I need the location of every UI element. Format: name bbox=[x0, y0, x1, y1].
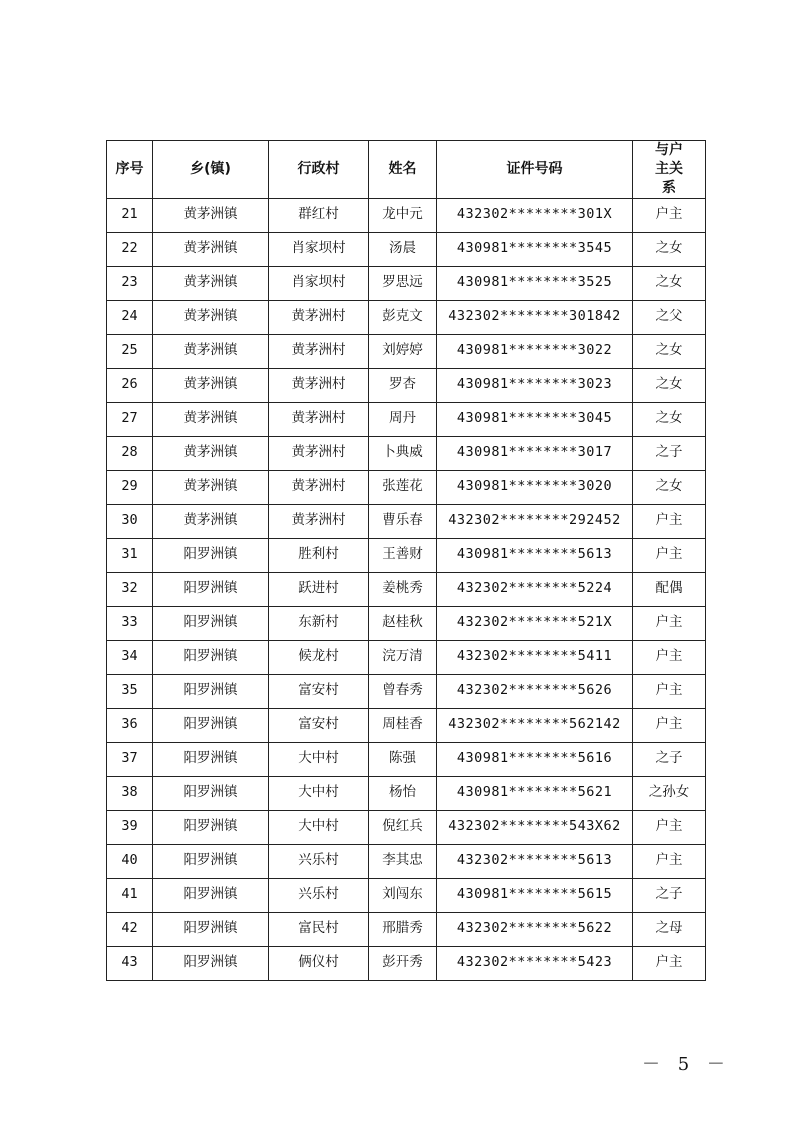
table-row bbox=[107, 538, 706, 572]
row-town-cell: 阳罗洲镇 bbox=[153, 572, 269, 606]
row-seq-cell: 22 bbox=[107, 232, 153, 266]
row-name-cell: 罗杏 bbox=[369, 368, 437, 402]
row-relation-cell: 之女 bbox=[633, 266, 706, 300]
row-town-cell: 阳罗洲镇 bbox=[153, 538, 269, 572]
row-id-number-cell: 430981********5616 bbox=[437, 742, 633, 776]
header-id-number: 证件号码 bbox=[437, 141, 633, 199]
row-relation-cell: 之女 bbox=[633, 232, 706, 266]
row-relation-cell: 之女 bbox=[633, 402, 706, 436]
row-id-number-cell: 432302********301842 bbox=[437, 300, 633, 334]
table-row bbox=[107, 198, 706, 232]
row-relation-cell: 户主 bbox=[633, 844, 706, 878]
row-seq-cell: 27 bbox=[107, 402, 153, 436]
row-town-cell: 黄茅洲镇 bbox=[153, 504, 269, 538]
table-row bbox=[107, 504, 706, 538]
row-name-cell: 邢腊秀 bbox=[369, 912, 437, 946]
row-village-cell: 黄茅洲村 bbox=[269, 402, 369, 436]
table-row bbox=[107, 300, 706, 334]
table-row bbox=[107, 674, 706, 708]
row-town-cell: 阳罗洲镇 bbox=[153, 946, 269, 980]
row-seq-cell: 30 bbox=[107, 504, 153, 538]
row-relation-cell: 之母 bbox=[633, 912, 706, 946]
row-relation-cell: 之父 bbox=[633, 300, 706, 334]
row-name-cell: 李其忠 bbox=[369, 844, 437, 878]
table-row bbox=[107, 776, 706, 810]
row-name-cell: 赵桂秋 bbox=[369, 606, 437, 640]
header-town: 乡(镇) bbox=[153, 141, 269, 199]
row-seq-cell: 25 bbox=[107, 334, 153, 368]
row-village-cell: 黄茅洲村 bbox=[269, 504, 369, 538]
row-town-cell: 阳罗洲镇 bbox=[153, 912, 269, 946]
row-village-cell: 俩仪村 bbox=[269, 946, 369, 980]
table-row bbox=[107, 912, 706, 946]
row-town-cell: 黄茅洲镇 bbox=[153, 436, 269, 470]
row-relation-cell: 户主 bbox=[633, 504, 706, 538]
row-village-cell: 肖家坝村 bbox=[269, 266, 369, 300]
row-name-cell: 周丹 bbox=[369, 402, 437, 436]
row-seq-cell: 26 bbox=[107, 368, 153, 402]
row-town-cell: 黄茅洲镇 bbox=[153, 232, 269, 266]
row-village-cell: 候龙村 bbox=[269, 640, 369, 674]
table-row bbox=[107, 810, 706, 844]
row-name-cell: 曹乐春 bbox=[369, 504, 437, 538]
row-name-cell: 张莲花 bbox=[369, 470, 437, 504]
row-id-number-cell: 430981********3525 bbox=[437, 266, 633, 300]
row-seq-cell: 38 bbox=[107, 776, 153, 810]
table-row bbox=[107, 572, 706, 606]
row-name-cell: 刘闯东 bbox=[369, 878, 437, 912]
table-row bbox=[107, 606, 706, 640]
row-relation-cell: 配偶 bbox=[633, 572, 706, 606]
row-name-cell: 刘婷婷 bbox=[369, 334, 437, 368]
row-seq-cell: 29 bbox=[107, 470, 153, 504]
row-seq-cell: 36 bbox=[107, 708, 153, 742]
table-row bbox=[107, 402, 706, 436]
row-seq-cell: 21 bbox=[107, 198, 153, 232]
row-id-number-cell: 430981********5613 bbox=[437, 538, 633, 572]
roster-table bbox=[106, 140, 706, 981]
row-town-cell: 黄茅洲镇 bbox=[153, 470, 269, 504]
row-seq-cell: 40 bbox=[107, 844, 153, 878]
row-village-cell: 黄茅洲村 bbox=[269, 368, 369, 402]
row-name-cell: 姜桃秀 bbox=[369, 572, 437, 606]
row-name-cell: 罗思远 bbox=[369, 266, 437, 300]
row-name-cell: 汤晨 bbox=[369, 232, 437, 266]
row-town-cell: 阳罗洲镇 bbox=[153, 742, 269, 776]
row-village-cell: 黄茅洲村 bbox=[269, 470, 369, 504]
row-id-number-cell: 432302********5626 bbox=[437, 674, 633, 708]
row-id-number-cell: 432302********5411 bbox=[437, 640, 633, 674]
row-village-cell: 黄茅洲村 bbox=[269, 334, 369, 368]
row-id-number-cell: 430981********3023 bbox=[437, 368, 633, 402]
row-id-number-cell: 432302********521X bbox=[437, 606, 633, 640]
row-town-cell: 阳罗洲镇 bbox=[153, 674, 269, 708]
row-id-number-cell: 430981********3020 bbox=[437, 470, 633, 504]
row-village-cell: 黄茅洲村 bbox=[269, 300, 369, 334]
row-town-cell: 黄茅洲镇 bbox=[153, 368, 269, 402]
row-village-cell: 大中村 bbox=[269, 742, 369, 776]
row-id-number-cell: 432302********301X bbox=[437, 198, 633, 232]
row-seq-cell: 31 bbox=[107, 538, 153, 572]
row-name-cell: 周桂香 bbox=[369, 708, 437, 742]
row-relation-cell: 户主 bbox=[633, 946, 706, 980]
row-town-cell: 阳罗洲镇 bbox=[153, 810, 269, 844]
row-town-cell: 黄茅洲镇 bbox=[153, 266, 269, 300]
row-relation-cell: 之子 bbox=[633, 436, 706, 470]
row-town-cell: 黄茅洲镇 bbox=[153, 402, 269, 436]
row-village-cell: 富民村 bbox=[269, 912, 369, 946]
table-row bbox=[107, 232, 706, 266]
row-relation-cell: 之子 bbox=[633, 878, 706, 912]
header-relation bbox=[633, 141, 706, 199]
row-seq-cell: 24 bbox=[107, 300, 153, 334]
row-name-cell: 杨怡 bbox=[369, 776, 437, 810]
row-seq-cell: 28 bbox=[107, 436, 153, 470]
header-seq: 序号 bbox=[107, 141, 153, 199]
row-id-number-cell: 430981********3017 bbox=[437, 436, 633, 470]
row-id-number-cell: 430981********5621 bbox=[437, 776, 633, 810]
row-relation-cell: 户主 bbox=[633, 708, 706, 742]
row-town-cell: 黄茅洲镇 bbox=[153, 300, 269, 334]
row-id-number-cell: 430981********5615 bbox=[437, 878, 633, 912]
row-town-cell: 阳罗洲镇 bbox=[153, 640, 269, 674]
row-name-cell: 浣万清 bbox=[369, 640, 437, 674]
row-id-number-cell: 432302********5622 bbox=[437, 912, 633, 946]
row-name-cell: 王善财 bbox=[369, 538, 437, 572]
row-village-cell: 黄茅洲村 bbox=[269, 436, 369, 470]
row-id-number-cell: 430981********3045 bbox=[437, 402, 633, 436]
row-seq-cell: 39 bbox=[107, 810, 153, 844]
row-id-number-cell: 430981********3022 bbox=[437, 334, 633, 368]
row-village-cell: 富安村 bbox=[269, 708, 369, 742]
row-seq-cell: 43 bbox=[107, 946, 153, 980]
table-row bbox=[107, 878, 706, 912]
row-village-cell: 肖家坝村 bbox=[269, 232, 369, 266]
row-seq-cell: 32 bbox=[107, 572, 153, 606]
table-header-row bbox=[107, 141, 706, 199]
row-village-cell: 大中村 bbox=[269, 776, 369, 810]
header-name: 姓名 bbox=[369, 141, 437, 199]
row-relation-cell: 之子 bbox=[633, 742, 706, 776]
row-relation-cell: 户主 bbox=[633, 198, 706, 232]
table-row bbox=[107, 640, 706, 674]
row-village-cell: 大中村 bbox=[269, 810, 369, 844]
row-village-cell: 富安村 bbox=[269, 674, 369, 708]
row-relation-cell: 之女 bbox=[633, 368, 706, 402]
row-name-cell: 彭克文 bbox=[369, 300, 437, 334]
row-name-cell: 倪红兵 bbox=[369, 810, 437, 844]
row-seq-cell: 42 bbox=[107, 912, 153, 946]
table-row bbox=[107, 946, 706, 980]
row-relation-cell: 之女 bbox=[633, 334, 706, 368]
row-name-cell: 彭幵秀 bbox=[369, 946, 437, 980]
row-name-cell: 曾春秀 bbox=[369, 674, 437, 708]
row-town-cell: 黄茅洲镇 bbox=[153, 198, 269, 232]
row-id-number-cell: 430981********3545 bbox=[437, 232, 633, 266]
row-town-cell: 阳罗洲镇 bbox=[153, 878, 269, 912]
row-name-cell: 卜典威 bbox=[369, 436, 437, 470]
row-town-cell: 阳罗洲镇 bbox=[153, 776, 269, 810]
row-seq-cell: 35 bbox=[107, 674, 153, 708]
row-village-cell: 兴乐村 bbox=[269, 844, 369, 878]
row-relation-cell: 户主 bbox=[633, 606, 706, 640]
row-village-cell: 东新村 bbox=[269, 606, 369, 640]
row-id-number-cell: 432302********562142 bbox=[437, 708, 633, 742]
row-village-cell: 兴乐村 bbox=[269, 878, 369, 912]
row-seq-cell: 23 bbox=[107, 266, 153, 300]
row-id-number-cell: 432302********5613 bbox=[437, 844, 633, 878]
row-seq-cell: 33 bbox=[107, 606, 153, 640]
table-row bbox=[107, 742, 706, 776]
table-row bbox=[107, 708, 706, 742]
row-relation-cell: 户主 bbox=[633, 640, 706, 674]
row-town-cell: 阳罗洲镇 bbox=[153, 844, 269, 878]
table-row bbox=[107, 436, 706, 470]
row-village-cell: 胜利村 bbox=[269, 538, 369, 572]
row-id-number-cell: 432302********5224 bbox=[437, 572, 633, 606]
table-row bbox=[107, 844, 706, 878]
row-id-number-cell: 432302********543X62 bbox=[437, 810, 633, 844]
row-town-cell: 阳罗洲镇 bbox=[153, 606, 269, 640]
row-village-cell: 群红村 bbox=[269, 198, 369, 232]
row-relation-cell: 户主 bbox=[633, 810, 706, 844]
row-village-cell: 跃进村 bbox=[269, 572, 369, 606]
row-relation-cell: 户主 bbox=[633, 674, 706, 708]
table-row bbox=[107, 470, 706, 504]
row-relation-cell: 之孙女 bbox=[633, 776, 706, 810]
row-name-cell: 龙中元 bbox=[369, 198, 437, 232]
row-seq-cell: 34 bbox=[107, 640, 153, 674]
row-id-number-cell: 432302********5423 bbox=[437, 946, 633, 980]
row-relation-cell: 户主 bbox=[633, 538, 706, 572]
table-body bbox=[107, 198, 706, 980]
row-town-cell: 阳罗洲镇 bbox=[153, 708, 269, 742]
row-name-cell: 陈强 bbox=[369, 742, 437, 776]
page-number: － 5 － bbox=[642, 1054, 731, 1075]
row-seq-cell: 37 bbox=[107, 742, 153, 776]
table-row bbox=[107, 334, 706, 368]
row-town-cell: 黄茅洲镇 bbox=[153, 334, 269, 368]
header-relation-label: 与户主关系 bbox=[655, 142, 683, 196]
row-seq-cell: 41 bbox=[107, 878, 153, 912]
row-relation-cell: 之女 bbox=[633, 470, 706, 504]
table-row bbox=[107, 266, 706, 300]
table-row bbox=[107, 368, 706, 402]
header-village: 行政村 bbox=[269, 141, 369, 199]
row-id-number-cell: 432302********292452 bbox=[437, 504, 633, 538]
